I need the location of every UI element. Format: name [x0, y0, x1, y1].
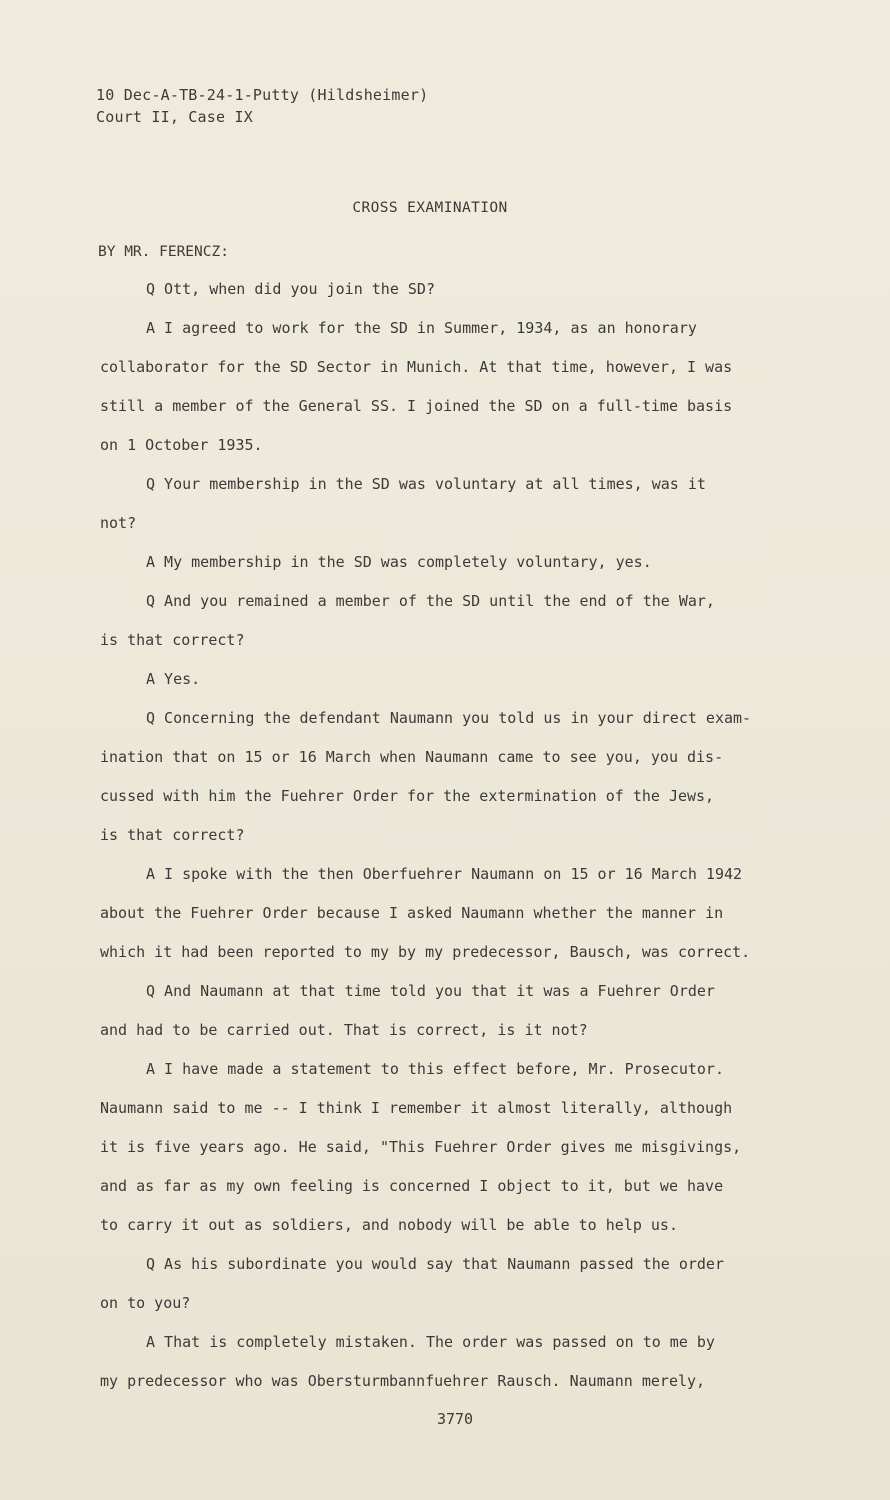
section-title: CROSS EXAMINATION — [352, 200, 508, 216]
transcript-line: A I agreed to work for the SD in Summer, 1934, as an honorary — [146, 319, 697, 337]
transcript-line: A My membership in the SD was completely voluntary, yes. — [146, 553, 652, 571]
transcript-line: Q Concerning the defendant Naumann you told us in your direct exam- — [146, 709, 752, 727]
transcript-line: not? — [100, 514, 137, 532]
transcript-line: A Yes. — [146, 670, 201, 688]
transcript-line: and had to be carried out. That is correct, is it not? — [100, 1021, 588, 1039]
transcript-line: on to you? — [100, 1294, 191, 1312]
transcript-line: my predecessor who was Obersturmbannfuehrer Rausch. Naumann merely, — [100, 1372, 706, 1390]
header-reference: 10 Dec-A-TB-24-1-Putty (Hildsheimer) — [96, 86, 429, 104]
transcript-line: on 1 October 1935. — [100, 436, 263, 454]
document-header — [96, 84, 428, 128]
transcript-line: Naumann said to me -- I think I remember it almost literally, although — [100, 1099, 733, 1117]
transcript-line: Q Ott, when did you join the SD? — [146, 280, 435, 298]
transcript-line: still a member of the General SS. I joined the SD on a full-time basis — [100, 397, 733, 415]
transcript-line: collaborator for the SD Sector in Munich. At that time, however, I was — [100, 358, 733, 376]
transcript-line: is that correct? — [100, 631, 245, 649]
page-number: 3770 — [436, 1410, 474, 1428]
examiner-label: BY MR. FERENCZ: — [98, 244, 229, 260]
transcript-line: ination that on 15 or 16 March when Naumann came to see you, you dis- — [100, 748, 724, 766]
transcript-line: and as far as my own feeling is concerned I object to it, but we have — [100, 1177, 724, 1195]
transcript-line: about the Fuehrer Order because I asked Naumann whether the manner in — [100, 904, 724, 922]
transcript-line: A I spoke with the then Oberfuehrer Naumann on 15 or 16 March 1942 — [146, 865, 743, 883]
transcript-line: A That is completely mistaken. The order was passed on to me by — [146, 1333, 715, 1351]
transcript-line: is that correct? — [100, 826, 245, 844]
transcript-line: Q And you remained a member of the SD until the end of the War, — [146, 592, 715, 610]
transcript-line: A I have made a statement to this effect before, Mr. Prosecutor. — [146, 1060, 724, 1078]
transcript-line: which it had been reported to my by my predecessor, Bausch, was correct. — [100, 943, 751, 961]
transcript-line: Q And Naumann at that time told you that it was a Fuehrer Order — [146, 982, 715, 1000]
transcript-line: Q Your membership in the SD was voluntary at all times, was it — [146, 475, 706, 493]
transcript-line: to carry it out as soldiers, and nobody will be able to help us. — [100, 1216, 678, 1234]
transcript-body — [100, 270, 820, 1401]
header-court: Court II, Case IX — [96, 108, 253, 126]
transcript-line: cussed with him the Fuehrer Order for the extermination of the Jews, — [100, 787, 715, 805]
transcript-line: Q As his subordinate you would say that Naumann passed the order — [146, 1255, 724, 1273]
transcript-line: it is five years ago. He said, "This Fuehrer Order gives me misgivings, — [100, 1138, 742, 1156]
